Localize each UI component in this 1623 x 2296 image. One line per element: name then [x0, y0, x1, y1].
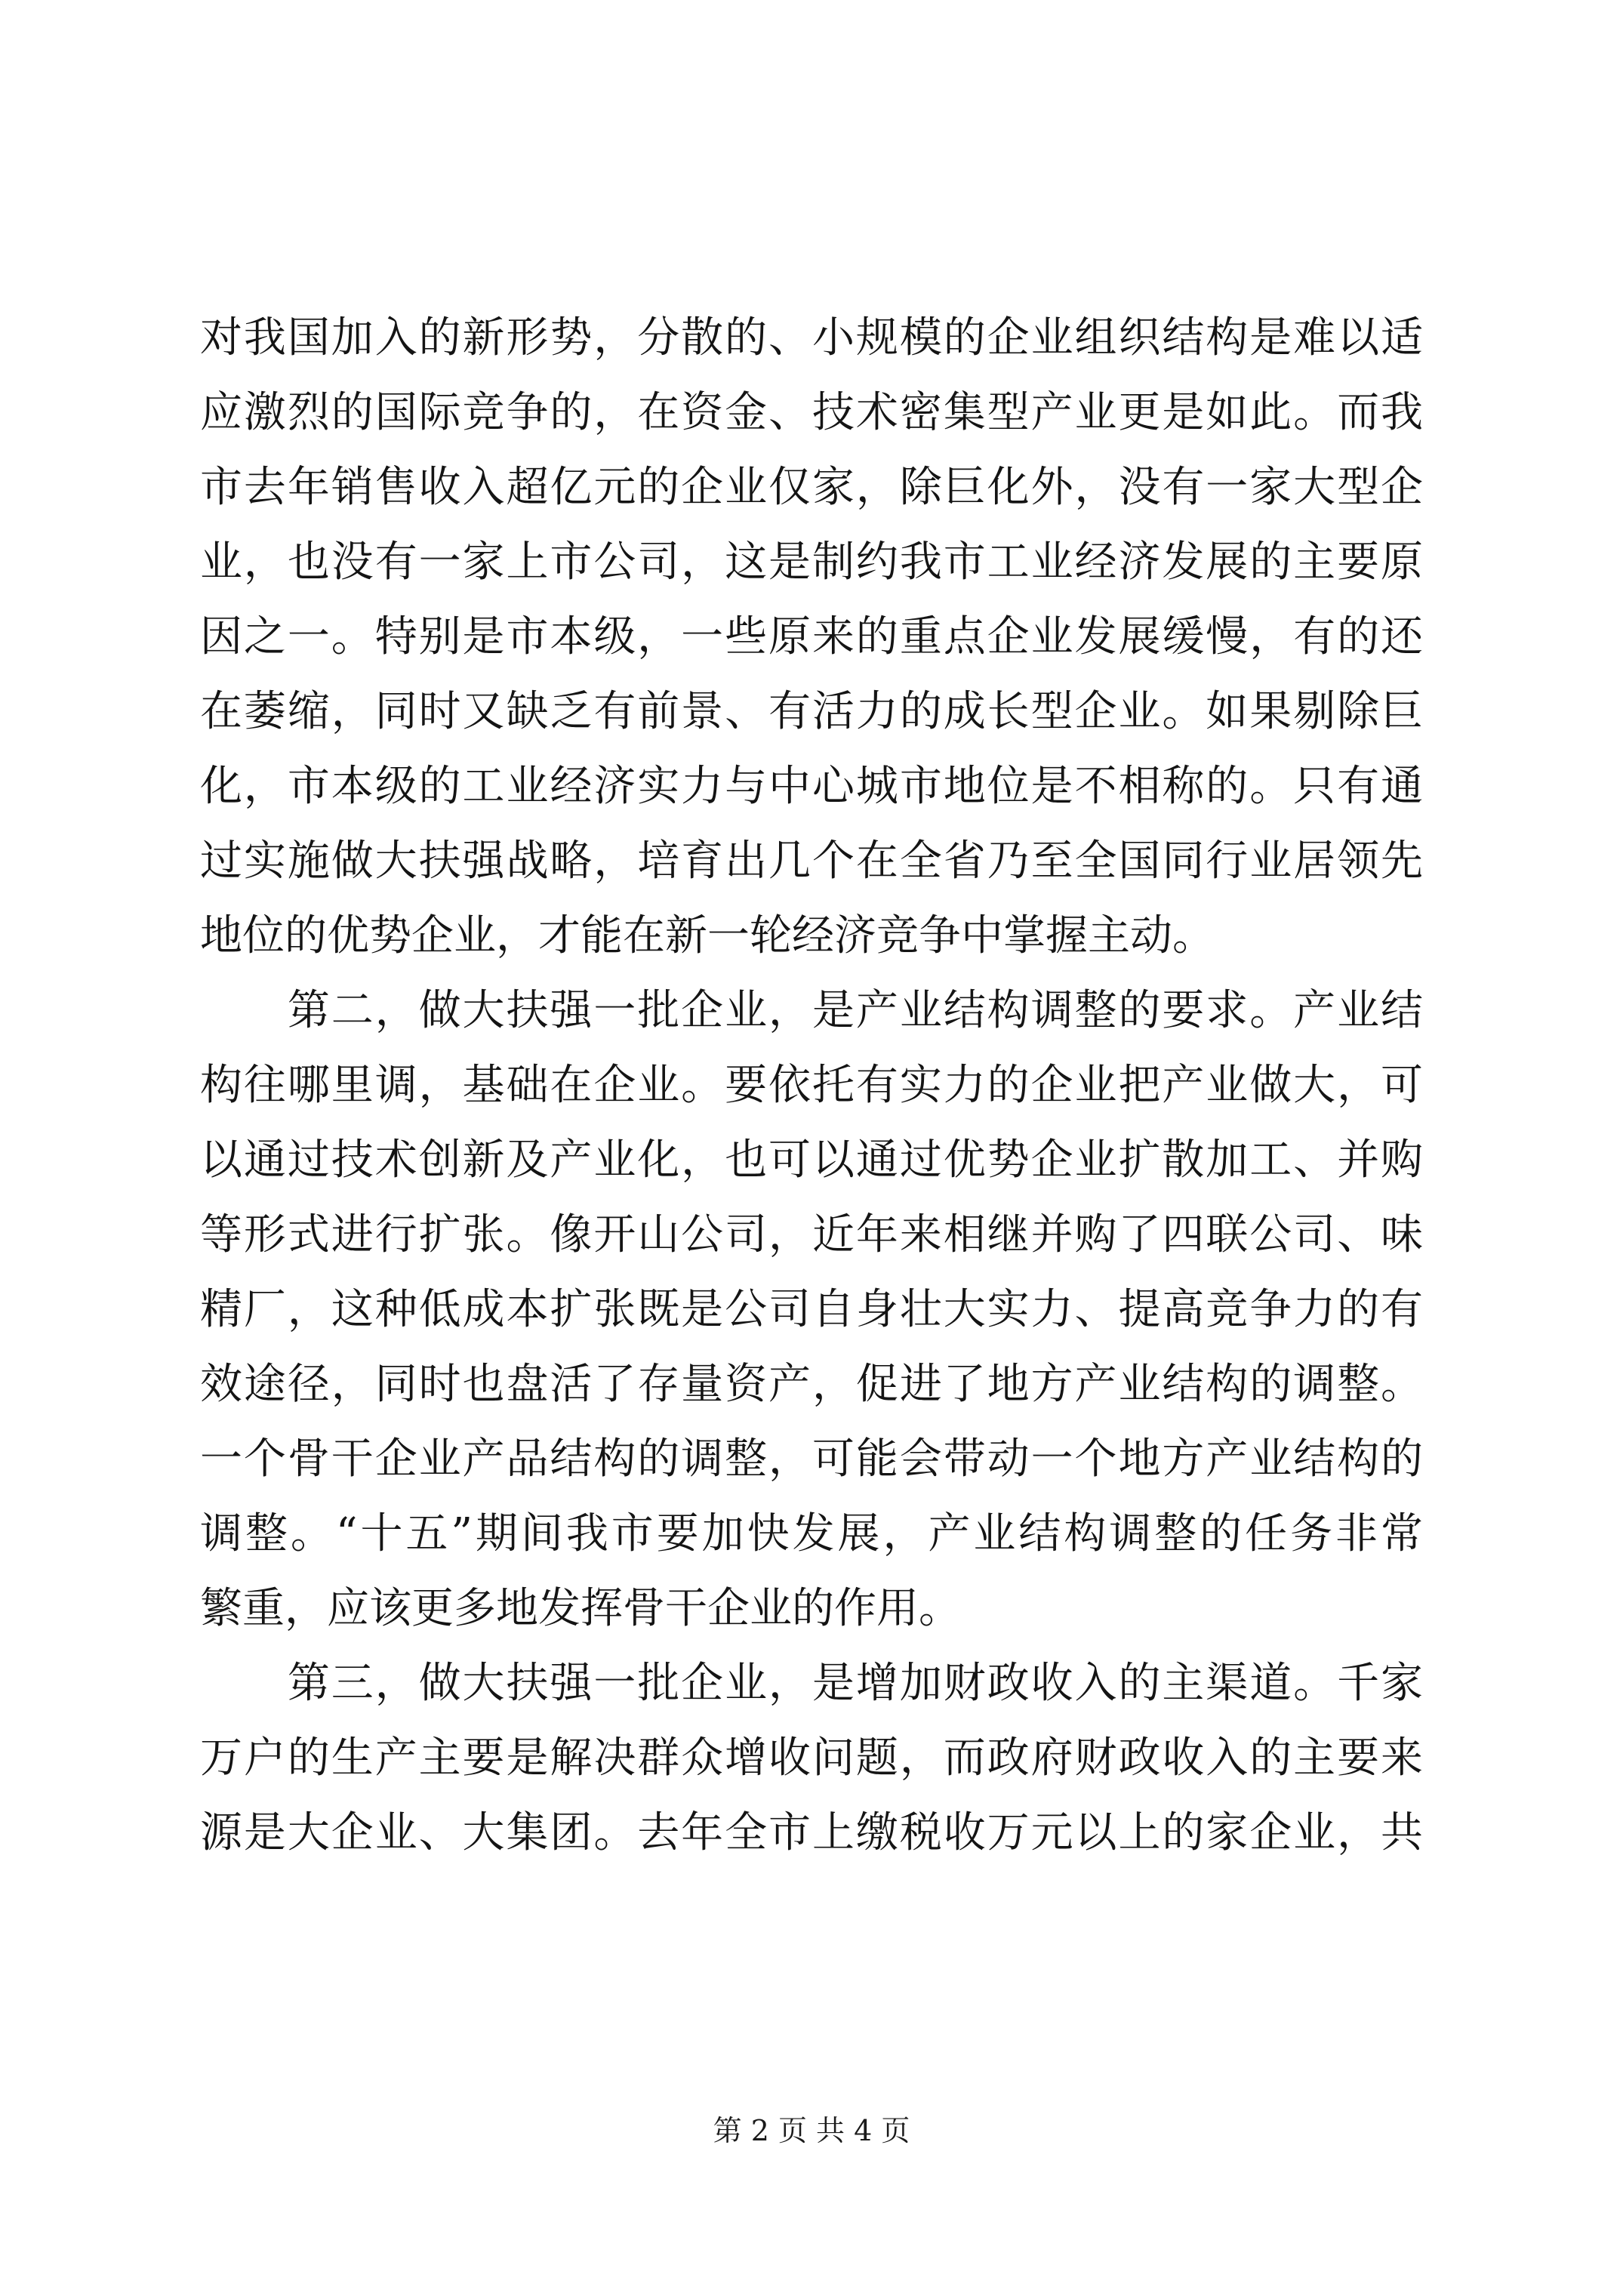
paragraph-2 [200, 973, 1423, 1646]
text-line: 繁重，应该更多地发挥骨干企业的作用。 [200, 1584, 961, 1633]
text-line: 第二，做大扶强一批企业，是产业结构调整的要求。产业结 [200, 986, 1423, 1035]
text-line: 一个骨干企业产品结构的调整，可能会带动一个地方产业结构的 [200, 1435, 1423, 1484]
text-line: 精厂，这种低成本扩张既是公司自身壮大实力、提高竞争力的有 [200, 1285, 1423, 1334]
text-line: 地位的优势企业，才能在新一轮经济竞争中掌握主动。 [200, 911, 1215, 960]
text-line: 化，市本级的工业经济实力与中心城市地位是不相称的。只有通 [200, 762, 1423, 811]
text-line: 过实施做大扶强战略，培育出几个在全省乃至全国同行业居领先 [200, 837, 1423, 886]
text-line: 业，也没有一家上市公司，这是制约我市工业经济发展的主要原 [200, 538, 1423, 587]
paragraph-1 [200, 300, 1423, 973]
text-line: 在萎缩，同时又缺乏有前景、有活力的成长型企业。如果剔除巨 [200, 687, 1423, 736]
page-number-footer: 第 2 页 共 4 页 [713, 2114, 910, 2147]
text-line: 万户的生产主要是解决群众增收问题，而政府财政收入的主要来 [200, 1734, 1423, 1783]
text-line: 调整。“十五”期间我市要加快发展，产业结构调整的任务非常 [200, 1509, 1423, 1558]
text-line: 因之一。特别是市本级，一些原来的重点企业发展缓慢，有的还 [200, 612, 1423, 661]
text-line: 构往哪里调，基础在企业。要依托有实力的企业把产业做大，可 [200, 1061, 1423, 1110]
text-line: 以通过技术创新及产业化，也可以通过优势企业扩散加工、并购 [200, 1136, 1423, 1185]
text-line: 等形式进行扩张。像开山公司，近年来相继并购了四联公司、味 [200, 1210, 1423, 1259]
text-line: 源是大企业、大集团。去年全市上缴税收万元以上的家企业，共 [200, 1808, 1423, 1857]
document-body [200, 300, 1423, 1870]
text-line: 市去年销售收入超亿元的企业仅家，除巨化外，没有一家大型企 [200, 463, 1423, 512]
paragraph-3 [200, 1646, 1423, 1870]
text-line: 第三，做大扶强一批企业，是增加财政收入的主渠道。千家 [200, 1659, 1423, 1708]
text-line: 对我国加入的新形势，分散的、小规模的企业组织结构是难以适 [200, 313, 1423, 362]
text-line: 效途径，同时也盘活了存量资产，促进了地方产业结构的调整。 [200, 1360, 1423, 1409]
text-line: 应激烈的国际竞争的，在资金、技术密集型产业更是如此。而我 [200, 388, 1423, 437]
